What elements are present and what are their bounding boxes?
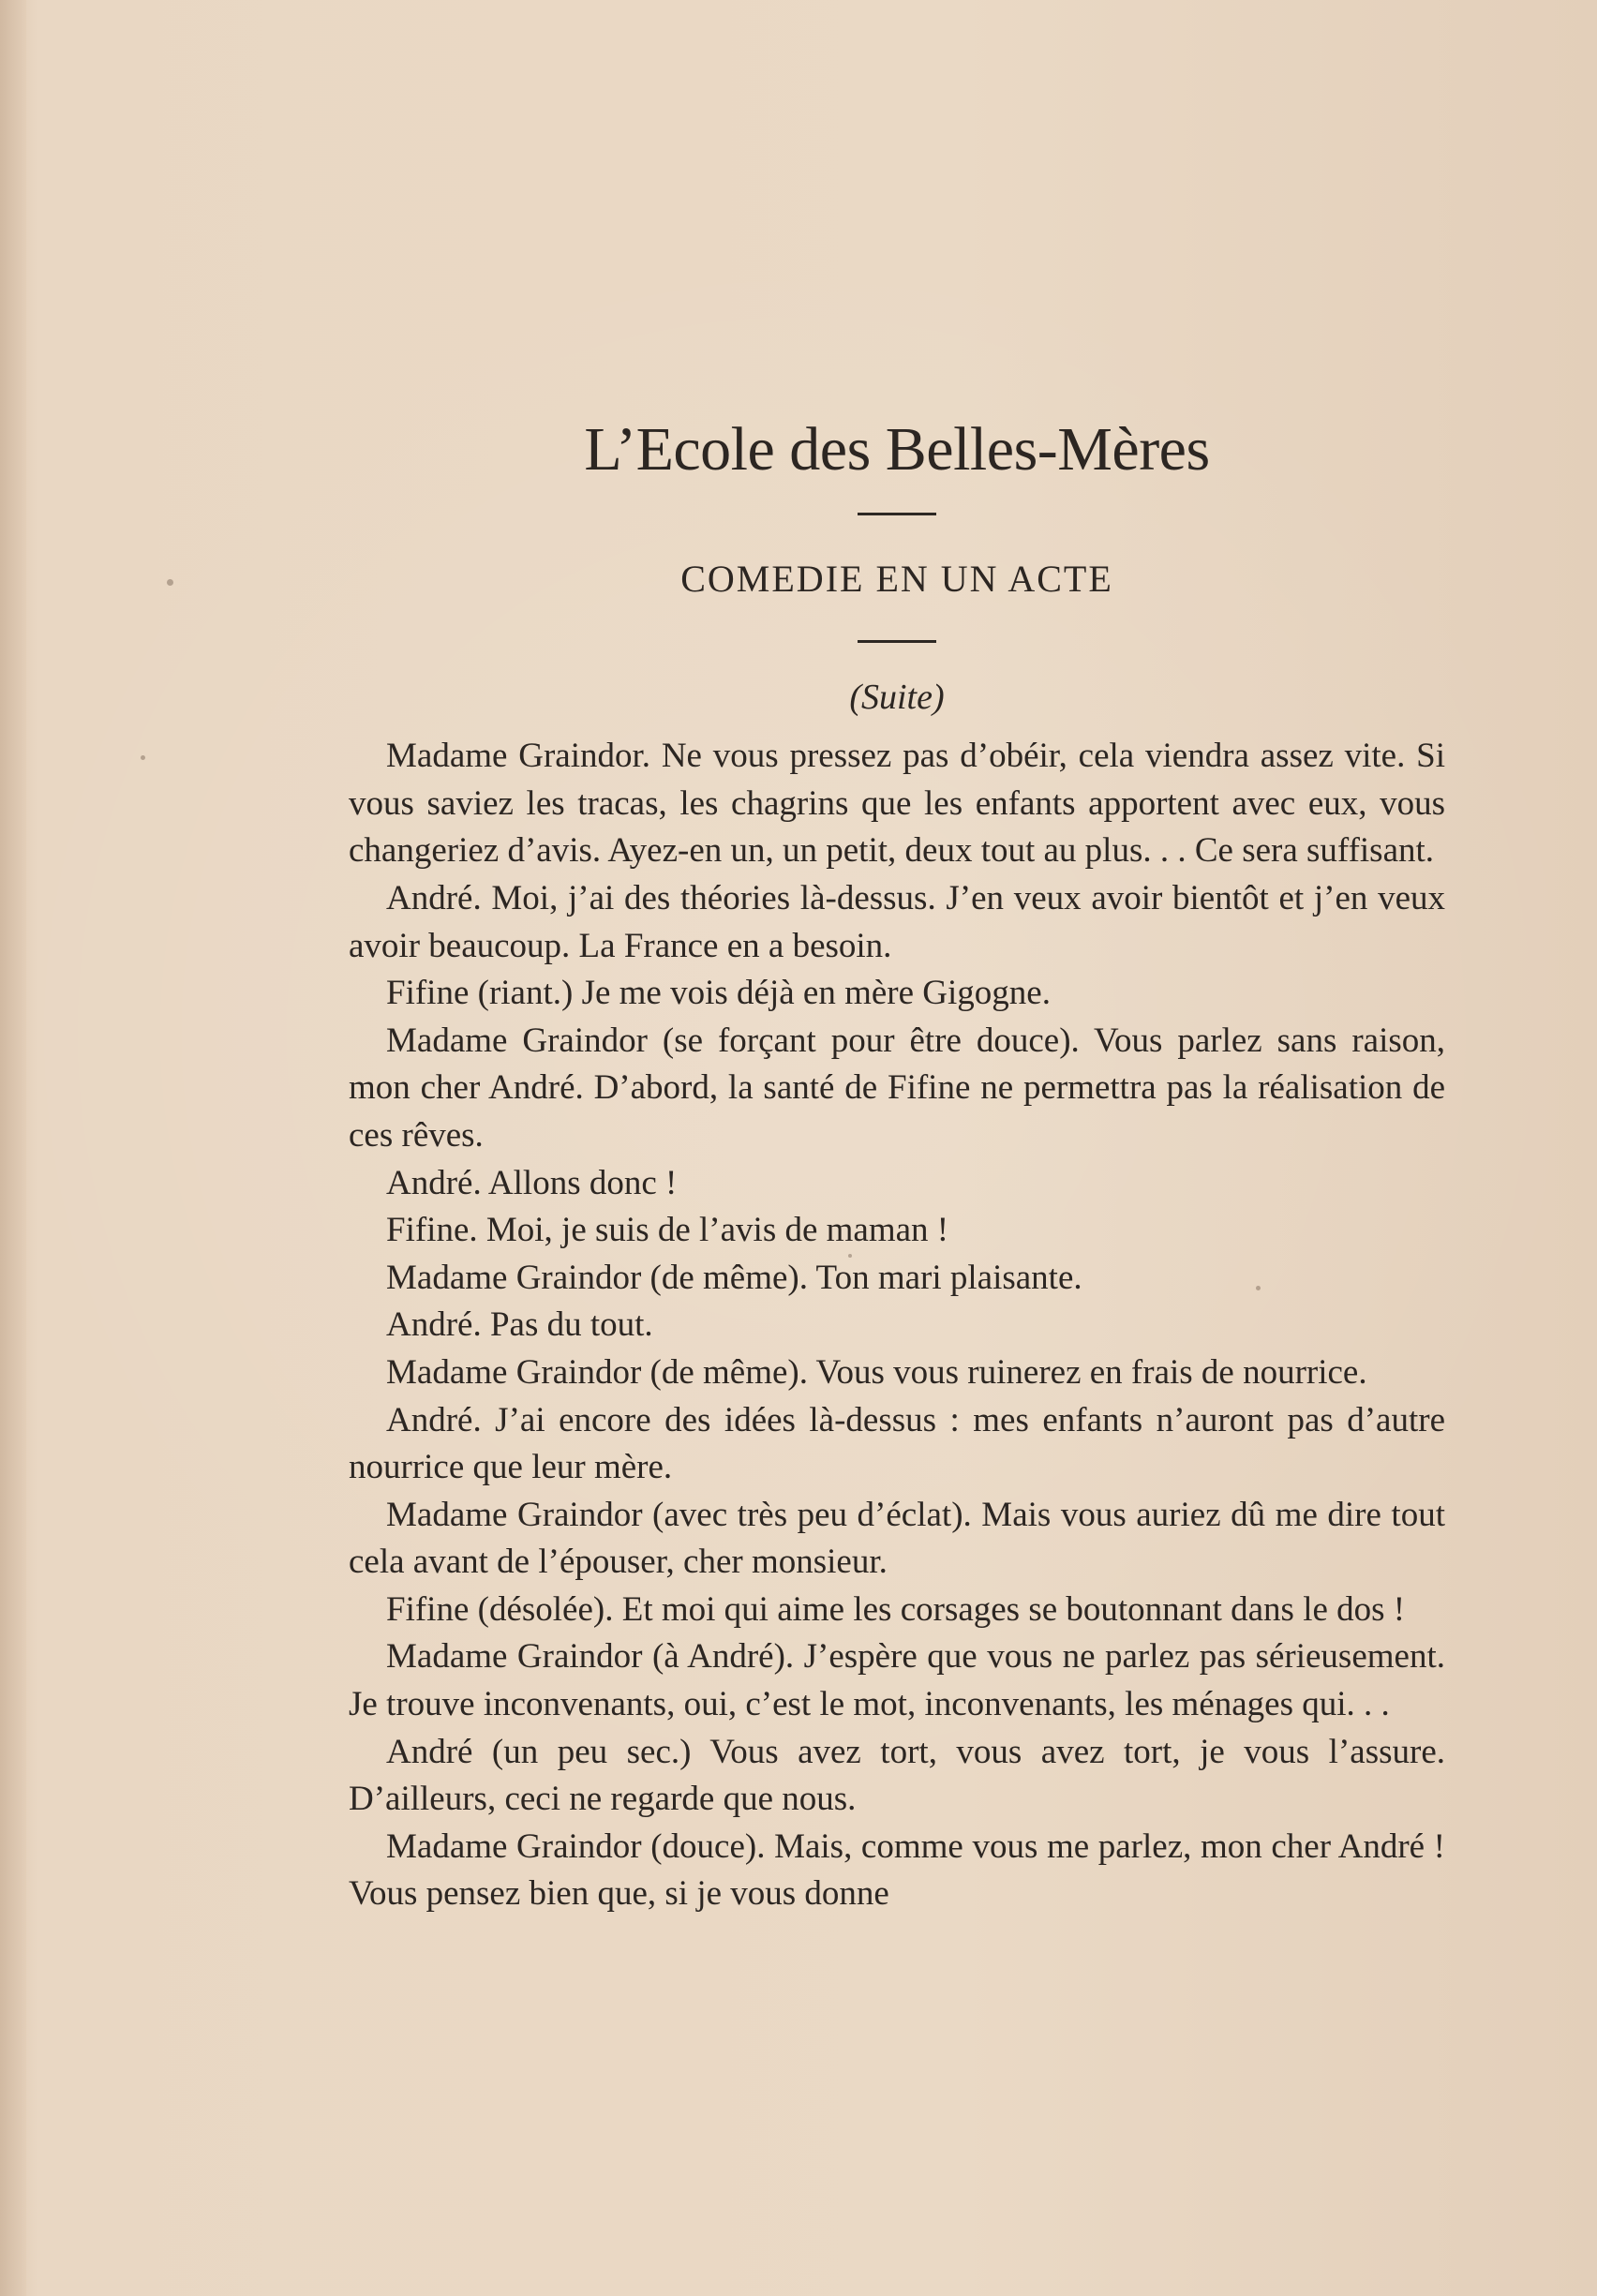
dialogue-paragraph: André (un peu sec.) Vous avez tort, vous avez tort, je vous l’assure. D’ailleurs, ceci ne regarde que nous. [349, 1732, 1445, 1819]
dialogue-paragraph: Fifine (riant.) Je me vois déjà en mère Gigogne. [386, 974, 1051, 1013]
paper-left-edge [0, 0, 26, 2296]
dialogue-paragraph: Madame Graindor (se forçant pour être douce). Vous parlez sans raison, mon cher André. D’abord, la santé de Fifine ne permettra pas la réalisation de ces rêves. [349, 1021, 1445, 1155]
dialogue-paragraph: Madame Graindor (avec très peu d’éclat). Mais vous auriez dû me dire tout cela avant de l’épouser, cher monsieur. [349, 1495, 1445, 1582]
dialogue-paragraph: André. J’ai encore des idées là-dessus : mes enfants n’auront pas d’autre nourrice que leur mère. [349, 1400, 1445, 1487]
dialogue-paragraph: Madame Graindor (douce). Mais, comme vous me parlez, mon cher André ! Vous pensez bien que, si je vous donne [349, 1826, 1445, 1914]
dialogue-paragraph: André. Moi, j’ai des théories là-dessus. J’en veux avoir bientôt et j’en veux avoir beaucoup. La France en a besoin. [349, 878, 1445, 965]
document-subtitle: COMEDIE EN UN ACTE [680, 558, 1113, 601]
continuation-label-text: (Suite) [849, 678, 945, 718]
continuation-label [349, 677, 1445, 718]
dialogue-paragraph: Madame Graindor. Ne vous pressez pas d’obéir, cela viendra assez vite. Si vous saviez les tracas, les chagrins que les enfants apportent avec eux, vous changeriez d’avis. Ayez-en un, un petit, deux tout au plus. . . Ce sera suffisant. [349, 737, 1445, 871]
subtitle-divider [858, 640, 936, 643]
dialogue-paragraph: Madame Graindor (de même). Vous vous ruinerez en frais de nourrice. [386, 1352, 1367, 1392]
title-divider [858, 513, 936, 515]
dialogue-paragraph: André. Pas du tout. [386, 1305, 653, 1345]
dialogue-paragraph: Fifine. Moi, je suis de l’avis de maman ! [386, 1211, 949, 1250]
document-content [349, 412, 1445, 2155]
document-title: L’Ecole des Belles-Mères [584, 415, 1210, 484]
dialogue-paragraph: Fifine (désolée). Et moi qui aime les corsages se boutonnant dans le dos ! [386, 1589, 1406, 1629]
paper-speck [167, 579, 173, 586]
dialogue-paragraph: Madame Graindor (à André). J’espère que vous ne parlez pas sérieusement. Je trouve inconvenants, oui, c’est le mot, inconvenants, les ménages qui. . . [349, 1637, 1445, 1724]
dialogue-paragraph: André. Allons donc ! [386, 1163, 678, 1202]
dialogue-paragraph: Madame Graindor (de même). Ton mari plaisante. [386, 1258, 1082, 1297]
paper-speck [141, 755, 145, 760]
